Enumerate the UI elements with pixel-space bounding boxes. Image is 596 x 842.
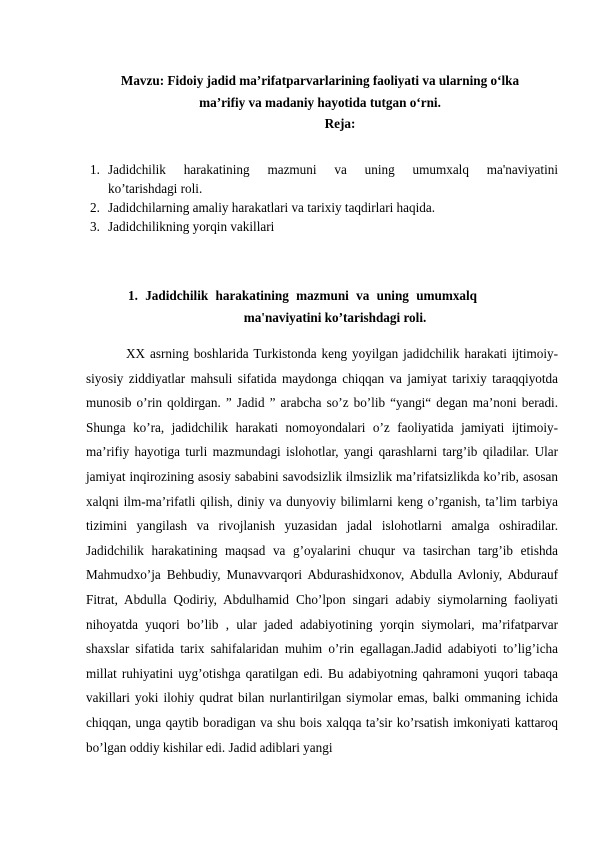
plan-item-number: 2. xyxy=(90,200,100,215)
plan-item-3 xyxy=(90,217,558,236)
body-paragraph: XX asrning boshlarida Turkistonda keng yoyilgan jadidchilik harakati ijtimoiy-siyosiy ziddiyatlar mahsuli sifatida maydonga chiqqan va jamiyat tarixiy taraqqiyotda munosib o’rin qoldirgan. ” Jadid ” arabcha so’z bo’lib “yangi“ degan ma’noni beradi. Shunga ko’ra, jadidchilik harakati nomoyondalari o’z faoliyatida jamiyati ijtimoiy-ma’rifiy hayotiga turli mazmundagi islohotlar, yangi qarashlarni targ’ib qiladilar. Ular jamiyat inqirozining asosiy sababini savodsizlik ilmsizlik ma’rifatsizlikda ko’rib, asosan xalqni ilm-ma’rifatli qilish, diniy va dunyoviy bilimlarni keng o’rganish, ta’lim tarbiya tizimini yangilash va rivojlanish yuzasidan jadal islohotlarni amalga oshiradilar. Jadidchilik harakatining maqsad va g’oyalarini chuqur va tasirchan targ’ib etishda Mahmudxo’ja Behbudiy, Munavvarqori Abdurashidxonov, Abdulla Avloniy, Abdurauf Fitrat, Abdulla Qodiriy, Abdulhamid Cho’lpon singari adabiy siymolarning faoliyati nihoyatda yuqori bo’lib , ular jaded adabiyotining yorqin siymolari, ma’rifatparvar shaxslar sifatida tarix sahifalaridan muhim o’rin egallagan.Jadid adabiyoti to’lig’icha millat ruhiyatini uyg’otishga qaratilgan edi. Bu adabiyotning qahramoni yuqori tabaqa vakillari yoki ilohiy qudrat bilan nurlantirilgan siymolar emas, balki ommaning ichida chiqqan, unga qaytib boradigan va shu bois xalqqa ta’sir ko’rsatish imkoniyati kattaroq bo’lgan oddiy kishilar edi. Jadid adiblari yangi xyxy=(86,346,558,755)
title-line-1: Mavzu: Fidoiy jadid ma’rifatparvarlarining faoliyati va ularning o‘lka xyxy=(120,73,520,88)
plan-item-text: Jadidchilikning yorqin vakillari xyxy=(108,219,275,234)
section-heading-line-1: 1. Jadidchilik harakatining mazmuni va uning umumxalq xyxy=(128,288,478,303)
section-heading xyxy=(120,285,520,329)
plan-item-text-line-2: ko’tarishdagi roli. xyxy=(108,181,203,196)
plan-item-text: Jadidchilarning amaliy harakatlari va tarixiy taqdirlari haqida. xyxy=(108,200,435,215)
section-heading-line-2: ma'naviyatini ko’tarishdagi roli. xyxy=(243,310,427,325)
plan-item-text-line-1: Jadidchilik harakatining mazmuni va uning umumxalq ma'naviyatini xyxy=(108,162,558,177)
plan-item-number: 1. xyxy=(90,162,100,177)
plan-item-text xyxy=(108,160,558,198)
document-title xyxy=(90,70,550,114)
plan-heading: Reja: xyxy=(324,116,356,131)
plan-item-2 xyxy=(90,198,558,217)
title-line-2: ma’rifiy va madaniy hayotida tutgan o‘rni. xyxy=(199,95,441,110)
plan-item-number: 3. xyxy=(90,219,100,234)
plan-list xyxy=(90,160,558,236)
plan-item-1 xyxy=(90,160,558,198)
